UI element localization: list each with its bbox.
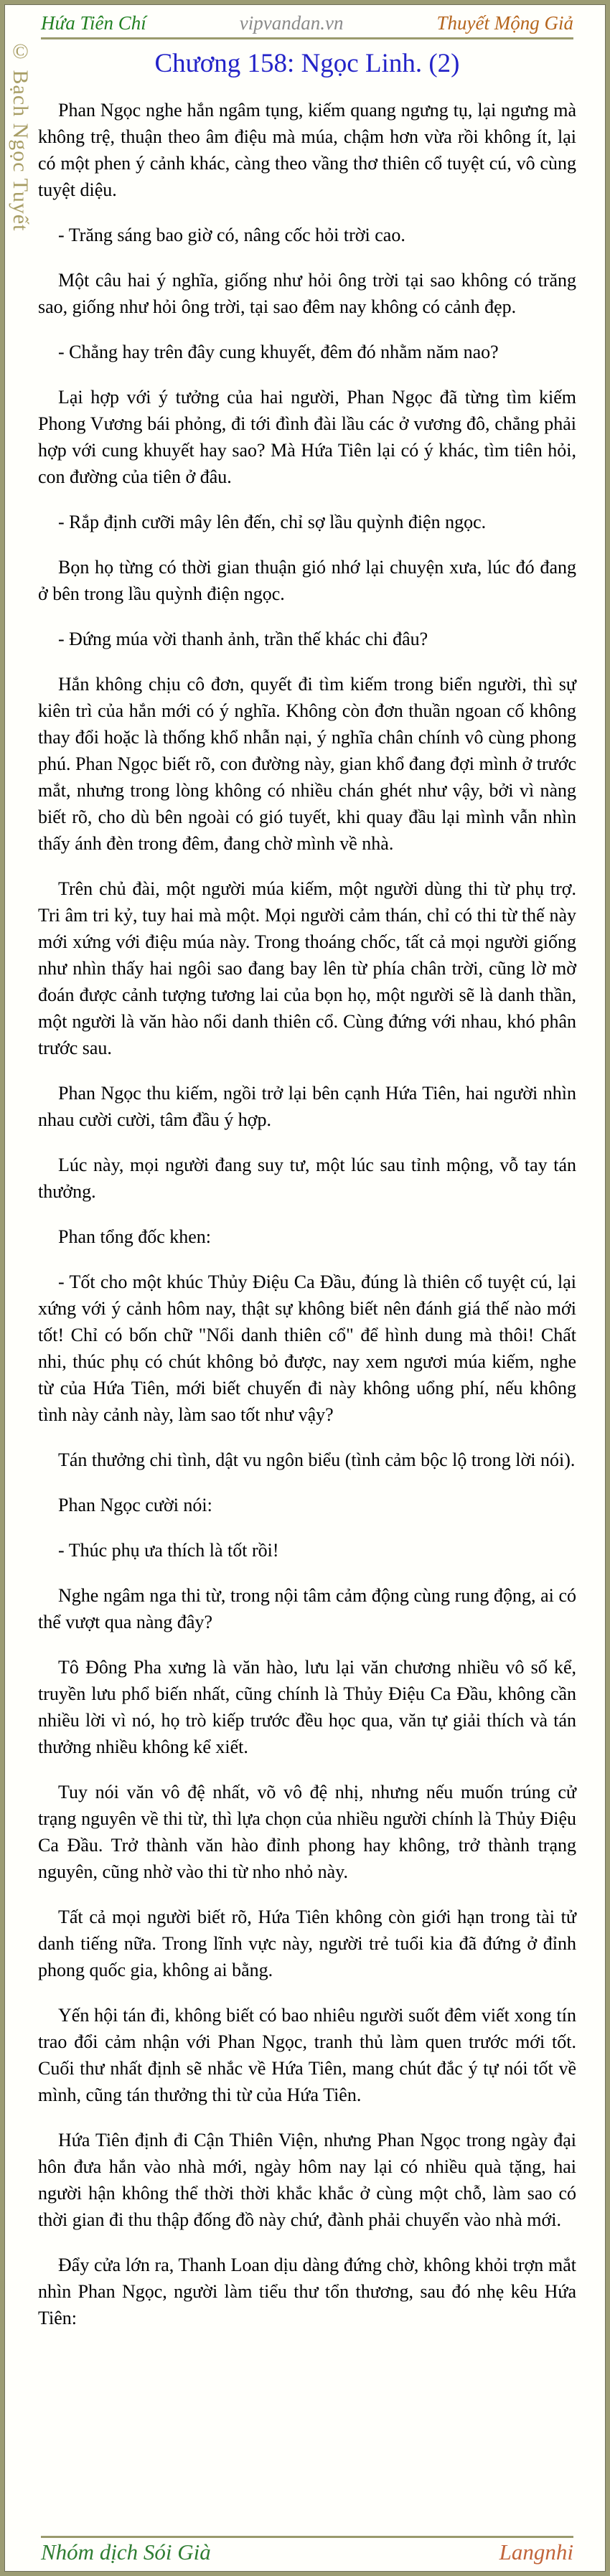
paragraph: Tất cả mọi người biết rõ, Hứa Tiên không còn giới hạn trong tài tử danh tiếng nữa. Trong lĩnh vực này, người trẻ tuổi kia đã đứng ở đỉnh phong quốc gia, không ai bằng. [38, 1907, 576, 1981]
paragraph: - Rắp định cưỡi mây lên đến, chỉ sợ lầu quỳnh điện ngọc. [58, 512, 487, 533]
paragraph: Hứa Tiên định đi Cận Thiên Viện, nhưng Phan Ngọc trong ngày đại hôn đưa hắn vào nhà mới, ngày hôm nay lại có nhiều quà tặng, hai người hận không thể thời thời khắc khắc ở cùng một chỗ, làm sao có thời gian đi thu thập đống đồ này chứ, đành phải chuyển vào nhà mới. [38, 2130, 576, 2231]
paragraph: Yến hội tán đi, không biết có bao nhiêu người suốt đêm viết xong tín trao đổi cảm nhận với Phan Ngọc, tranh thủ làm quen trước mới tốt. Cuối thư nhất định sẽ nhắc về Hứa Tiên, mang chút đắc ý tự nói tốt về mình, cũng tán thưởng thi từ của Hứa Tiên. [38, 2005, 576, 2106]
paragraph: Bọn họ từng có thời gian thuận gió nhớ lại chuyện xưa, lúc đó đang ở bên trong lầu quỳnh điện ngọc. [38, 557, 576, 605]
paragraph: - Thúc phụ ưa thích là tốt rồi! [58, 1540, 279, 1561]
paragraph: Phan Ngọc cười nói: [58, 1495, 212, 1516]
header-book-title: Hứa Tiên Chí [41, 12, 146, 34]
footer-translator-name: Langnhi [499, 2539, 573, 2565]
page-footer [5, 2533, 605, 2571]
paragraph: Tô Đông Pha xưng là văn hào, lưu lại văn chương nhiều vô số kể, truyền lưu phổ biến nhất, cũng chính là Thủy Điệu Ca Đầu, không cần nhiều lời vì nó, họ trò kiếp trước đều học qua, văn tự giải thích và tán thưởng nhiều không kể xiết. [38, 1657, 576, 1758]
paragraph: Lại hợp với ý tưởng của hai người, Phan Ngọc đã từng tìm kiếm Phong Vương bái phỏng, đi tới đình đài lầu các ở vương đô, chẳng phải hợp với cung khuyết hay sao? Mà Hứa Tiên lại có ý khác, tìm tiên hỏi, con đường của tiên ở đâu. [38, 387, 576, 488]
chapter-title: Chương 158: Ngọc Linh. (2) [154, 49, 460, 78]
header-author-name: Thuyết Mộng Giả [436, 12, 573, 34]
paragraph: - Trăng sáng bao giờ có, nâng cốc hỏi trời cao. [58, 225, 405, 246]
paragraph: Tán thưởng chi tình, dật vu ngôn biểu (tình cảm bộc lộ trong lời nói). [58, 1449, 576, 1471]
paragraph: - Tốt cho một khúc Thủy Điệu Ca Đầu, đúng là thiên cổ tuyệt cú, lại xứng với ý cảnh hôm nay, thật sự không biết nên đánh giá thế nào mới tốt! Chỉ có bốn chữ "Nổi danh thiên cổ" để hình dung mà thôi! Chất nhi, thúc phụ có chút không bỏ được, nay xem ngươi múa kiếm, nghe từ của Hứa Tiên, mới biết chuyến đi này không uổng phí, nếu không tình này cảnh này, làm sao tốt như vậy? [38, 1271, 576, 1426]
page-header [5, 5, 605, 34]
paragraph: Phan tổng đốc khen: [58, 1226, 212, 1248]
paragraph: Nghe ngâm nga thi từ, trong nội tâm cảm động cùng rung động, ai có thể vượt qua nàng đây? [38, 1585, 576, 1633]
paragraph: Đẩy cửa lớn ra, Thanh Loan dịu dàng đứng chờ, không khỏi trợn mắt nhìn Phan Ngọc, người làm tiểu thư tổn thương, sau đó nhẹ kêu Hứa Tiên: [38, 2255, 576, 2329]
paragraph: - Đứng múa vời thanh ảnh, trần thế khác chi đâu? [58, 629, 428, 650]
paragraph: Phan Ngọc thu kiếm, ngồi trở lại bên cạnh Hứa Tiên, hai người nhìn nhau cười cười, tâm đầu ý hợp. [38, 1083, 576, 1131]
footer-translator-group: Nhóm dịch Sói Già [41, 2539, 211, 2565]
header-divider [41, 37, 573, 39]
paragraph: - Chẳng hay trên đây cung khuyết, đêm đó nhằm năm nao? [58, 342, 499, 363]
paragraph: Hắn không chịu cô đơn, quyết đi tìm kiếm trong biển người, thì sự kiên trì của hắn mới có ý nghĩa. Không còn đơn thuần ngoan cố không thay đổi hoặc là thống khổ nhẫn nại, ý nghĩa chân chính vô cùng phong phú. Phan Ngọc biết rõ, con đường này, gian khổ đang đợi mình ở trước mắt, nhưng trong lòng không có nhiều chán ghét như vậy, bởi vì nàng biết rõ, cho dù bên ngoài có gió tuyết, khi quay đầu lại mình vẫn nhìn thấy ánh đèn trong đêm, đang chờ mình về nhà. [38, 674, 576, 855]
paragraph: Một câu hai ý nghĩa, giống như hỏi ông trời tại sao không có trăng sao, giống như hỏi ông trời, tại sao đêm nay không có cảnh đẹp. [38, 270, 576, 318]
paragraph: Phan Ngọc nghe hắn ngâm tụng, kiếm quang ngưng tụ, lại ngưng mà không trệ, thuận theo âm điệu mà múa, chậm hơn vừa rồi không ít, lại có một phen ý cảnh khác, càng theo vầng thơ thiên cổ tuyệt cú, vô cùng tuyệt diệu. [38, 100, 576, 201]
paragraphs [5, 97, 605, 2350]
paragraph: Lúc này, mọi người đang suy tư, một lúc sau tỉnh mộng, vỗ tay tán thưởng. [38, 1155, 576, 1203]
header-site-name: vipvandan.vn [239, 12, 344, 34]
copyright-watermark: © Bạch Ngọc Tuyết [9, 39, 32, 232]
novel-page [4, 4, 606, 2572]
paragraph: Trên chủ đài, một người múa kiếm, một người dùng thi từ phụ trợ. Tri âm tri kỷ, tuy hai mà một. Mọi người cảm thán, chỉ có thi từ thế này mới xứng với điệu múa này. Trong thoáng chốc, tất cả mọi người giống như nhìn thấy hai ngôi sao đang bay lên từ phía chân trời, cũng lờ mờ đoán được cảnh tượng tương lai của bọn họ, một người sẽ là danh thần, một người là văn hào nổi danh thiên cổ. Cùng đứng với nhau, khó phân trước sau. [38, 878, 576, 1059]
paragraph: Tuy nói văn vô đệ nhất, võ vô đệ nhị, nhưng nếu muốn trúng cử trạng nguyên về thi từ, thì lựa chọn của nhiều người chính là Thủy Điệu Ca Đầu. Trở thành văn hào đỉnh phong hay không, trở thành trạng nguyên, cũng nhờ vào thi từ nho nhỏ này. [38, 1782, 576, 1883]
